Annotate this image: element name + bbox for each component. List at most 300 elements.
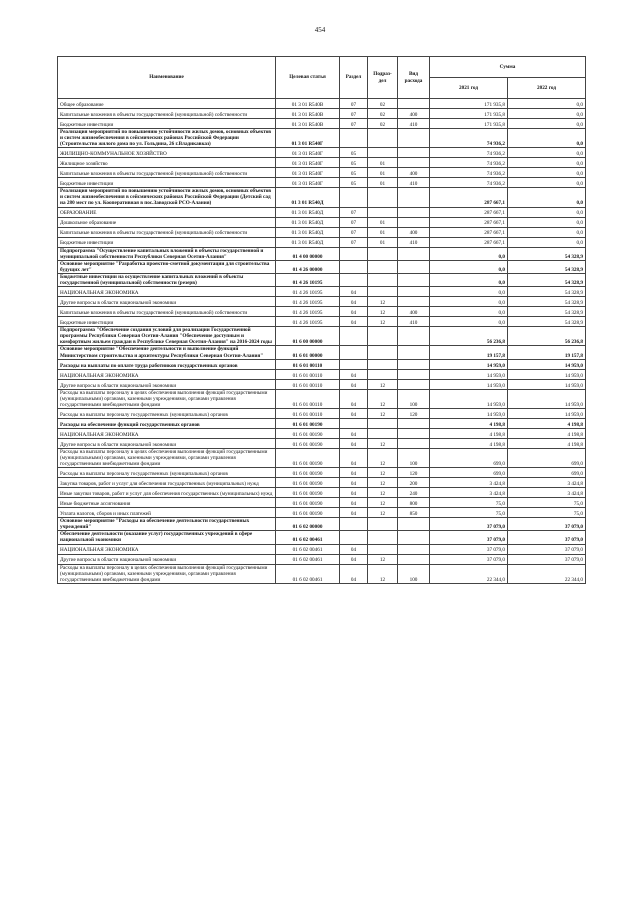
row-name: ОБРАЗОВАНИЕ	[58, 207, 276, 217]
row-sum-2021: 3 424,8	[430, 478, 508, 488]
row-sum-2022: 14 959,0	[508, 359, 586, 369]
row-section	[340, 188, 368, 207]
row-expense-type	[398, 544, 430, 554]
row-sum-2022: 0,0	[508, 99, 586, 109]
row-target-article: 01 3 01 R540Д	[276, 217, 340, 227]
row-sum-2022: 0,0	[508, 158, 586, 168]
row-section: 05	[340, 148, 368, 158]
table-row	[58, 129, 586, 148]
row-name: Подпрограмма "Осуществление капитальных вложений в объекты государственной и муниципальной собственности Республики Северная Осетия-Алания"	[58, 247, 276, 260]
row-sum-2022: 14 959,0	[508, 379, 586, 389]
row-sum-2022: 0,0	[508, 148, 586, 158]
row-expense-type: 410	[398, 119, 430, 129]
row-subsection	[368, 369, 398, 379]
row-subsection	[368, 207, 398, 217]
row-expense-type	[398, 554, 430, 564]
row-sum-2022: 0,0	[508, 129, 586, 148]
row-section: 04	[340, 554, 368, 564]
row-section: 07	[340, 207, 368, 217]
row-name: Капитальные вложения в объекты государственной (муниципальной) собственности	[58, 307, 276, 317]
row-section: 04	[340, 564, 368, 583]
row-name: Реализация мероприятий по повышению устойчивости жилых домов, основных объектов и систем жизнеобеспечения в сейсмических районах Российской Федерации (Строительство жилого дома по ул. Гольдина, 26 г.Владикавказ)	[58, 129, 276, 148]
row-sum-2021: 74 936,2	[430, 168, 508, 178]
row-target-article: 01 4 00 00000	[276, 247, 340, 260]
row-section: 05	[340, 168, 368, 178]
table-header	[58, 57, 586, 99]
table-row	[58, 408, 586, 418]
table-row	[58, 468, 586, 478]
row-sum-2021: 37 079,0	[430, 518, 508, 531]
row-sum-2022: 14 959,0	[508, 369, 586, 379]
row-sum-2021: 3 424,8	[430, 488, 508, 498]
row-target-article: 01 3 01 R540Д	[276, 237, 340, 247]
row-sum-2021: 699,0	[430, 448, 508, 467]
row-target-article: 01 6 01 00190	[276, 448, 340, 467]
row-sum-2021: 171 935,8	[430, 119, 508, 129]
row-section: 04	[340, 307, 368, 317]
row-sum-2021: 171 935,8	[430, 109, 508, 119]
row-subsection: 12	[368, 498, 398, 508]
row-expense-type: 400	[398, 109, 430, 119]
row-sum-2022: 56 236,8	[508, 327, 586, 346]
table-row	[58, 389, 586, 408]
row-name: Реализация мероприятий по повышению устойчивости жилых домов, основных объектов и систем жизнеобеспечения в сейсмических районах Российской Федерации (Детский сад на 280 мест по ул. Кооперативная в пос.Заводской РСО-Алания)	[58, 188, 276, 207]
row-target-article: 01 6 01 00190	[276, 478, 340, 488]
row-expense-type	[398, 247, 430, 260]
row-subsection: 01	[368, 178, 398, 188]
row-section	[340, 247, 368, 260]
row-expense-type: 410	[398, 237, 430, 247]
table-row	[58, 99, 586, 109]
table-row	[58, 554, 586, 564]
row-target-article: 01 4 26 00000	[276, 260, 340, 273]
row-name: Расходы на выплаты персоналу в целях обеспечения выполнения функций государственными (муниципальными) органами, казенными учреждениями, органами управления государственными внебюджетными фондами	[58, 389, 276, 408]
row-subsection: 12	[368, 408, 398, 418]
row-sum-2022: 0,0	[508, 207, 586, 217]
row-sum-2022: 0,0	[508, 168, 586, 178]
row-section: 07	[340, 119, 368, 129]
row-subsection: 12	[368, 468, 398, 478]
row-name: Расходы на обеспечение функций государственных органов	[58, 418, 276, 428]
row-target-article: 01 6 01 00000	[276, 346, 340, 359]
row-target-article: 01 6 01 00190	[276, 488, 340, 498]
row-subsection: 12	[368, 297, 398, 307]
row-target-article: 01 6 01 00190	[276, 418, 340, 428]
row-name: Другие вопросы в области национальной экономики	[58, 379, 276, 389]
row-name: Расходы на выплаты персоналу государственных (муниципальных) органов	[58, 408, 276, 418]
row-name: Бюджетные инвестиции	[58, 237, 276, 247]
row-sum-2021: 699,0	[430, 468, 508, 478]
row-sum-2021: 14 959,0	[430, 408, 508, 418]
row-expense-type	[398, 531, 430, 544]
row-target-article: 01 6 01 00110	[276, 369, 340, 379]
row-section	[340, 273, 368, 286]
row-target-article: 01 3 01 R540В	[276, 119, 340, 129]
table-row	[58, 317, 586, 327]
row-subsection	[368, 148, 398, 158]
row-section: 07	[340, 237, 368, 247]
row-expense-type: 200	[398, 478, 430, 488]
row-subsection: 12	[368, 448, 398, 467]
table-row	[58, 178, 586, 188]
row-sum-2022: 19 157,8	[508, 346, 586, 359]
row-sum-2022: 4 198,8	[508, 418, 586, 428]
row-expense-type: 850	[398, 508, 430, 518]
table-row	[58, 346, 586, 359]
row-sum-2021: 14 959,0	[430, 359, 508, 369]
row-section: 04	[340, 369, 368, 379]
row-sum-2021: 0,0	[430, 247, 508, 260]
row-target-article: 01 4 26 10195	[276, 307, 340, 317]
table-row	[58, 207, 586, 217]
row-section: 04	[340, 468, 368, 478]
row-subsection	[368, 188, 398, 207]
table-row	[58, 544, 586, 554]
row-target-article: 01 3 01 R540Г	[276, 178, 340, 188]
row-subsection	[368, 247, 398, 260]
row-target-article: 01 6 01 00110	[276, 359, 340, 369]
row-subsection	[368, 327, 398, 346]
row-subsection: 01	[368, 227, 398, 237]
row-sum-2022: 14 959,0	[508, 389, 586, 408]
row-name: Расходы на выплаты по оплате труда работников государственных органов	[58, 359, 276, 369]
table-row	[58, 418, 586, 428]
table-body	[58, 99, 586, 584]
row-expense-type	[398, 148, 430, 158]
row-target-article: 01 3 01 R540Д	[276, 227, 340, 237]
row-section: 04	[340, 287, 368, 297]
table-row	[58, 518, 586, 531]
row-sum-2021: 0,0	[430, 307, 508, 317]
row-expense-type	[398, 518, 430, 531]
row-target-article: 01 6 01 00190	[276, 508, 340, 518]
row-section: 05	[340, 178, 368, 188]
row-sum-2022: 699,0	[508, 448, 586, 467]
row-target-article: 01 3 01 R540Д	[276, 188, 340, 207]
row-expense-type	[398, 273, 430, 286]
page-number: 454	[314, 26, 326, 34]
row-sum-2022: 0,0	[508, 109, 586, 119]
row-expense-type	[398, 418, 430, 428]
row-sum-2022: 4 198,8	[508, 428, 586, 438]
row-name: Иные бюджетные ассигнования	[58, 498, 276, 508]
row-sum-2021: 19 157,8	[430, 346, 508, 359]
row-target-article: 01 6 02 00000	[276, 518, 340, 531]
row-sum-2022: 14 959,0	[508, 408, 586, 418]
table-row	[58, 273, 586, 286]
row-subsection: 02	[368, 99, 398, 109]
row-section	[340, 359, 368, 369]
row-target-article: 01 3 01 R540В	[276, 99, 340, 109]
table-row	[58, 379, 586, 389]
row-sum-2022: 75,0	[508, 508, 586, 518]
row-expense-type: 120	[398, 468, 430, 478]
row-expense-type: 400	[398, 307, 430, 317]
row-name: Бюджетные инвестиции	[58, 317, 276, 327]
table-row	[58, 327, 586, 346]
row-sum-2022: 37 079,0	[508, 531, 586, 544]
row-target-article: 01 6 01 00110	[276, 408, 340, 418]
row-sum-2021: 4 198,8	[430, 438, 508, 448]
table-row	[58, 260, 586, 273]
table-row	[58, 498, 586, 508]
row-subsection	[368, 544, 398, 554]
row-target-article: 01 4 26 10195	[276, 287, 340, 297]
row-subsection: 01	[368, 237, 398, 247]
row-name: НАЦИОНАЛЬНАЯ ЭКОНОМИКА	[58, 369, 276, 379]
row-target-article: 01 6 02 00461	[276, 554, 340, 564]
table-row	[58, 158, 586, 168]
row-section: 07	[340, 109, 368, 119]
row-sum-2021: 74 936,2	[430, 129, 508, 148]
row-subsection	[368, 346, 398, 359]
table-row	[58, 531, 586, 544]
row-expense-type	[398, 327, 430, 346]
row-sum-2022: 3 424,8	[508, 488, 586, 498]
table-row	[58, 508, 586, 518]
row-name: Бюджетные инвестиции на осуществление капитальных вложений в объекты государственной (муниципальной) собственности (резерв)	[58, 273, 276, 286]
row-sum-2021: 56 236,8	[430, 327, 508, 346]
row-name: Иные закупки товаров, работ и услуг для обеспечения государственных (муниципальных) нужд	[58, 488, 276, 498]
row-expense-type	[398, 369, 430, 379]
header-year-2021: 2021 год	[430, 78, 508, 99]
row-sum-2022: 37 079,0	[508, 518, 586, 531]
row-section	[340, 418, 368, 428]
row-expense-type: 100	[398, 389, 430, 408]
row-section: 04	[340, 488, 368, 498]
row-expense-type: 120	[398, 408, 430, 418]
row-subsection	[368, 287, 398, 297]
row-section: 04	[340, 448, 368, 467]
row-section	[340, 129, 368, 148]
row-sum-2022: 0,0	[508, 188, 586, 207]
row-subsection: 12	[368, 389, 398, 408]
row-section: 07	[340, 99, 368, 109]
row-name: Расходы на выплаты персоналу в целях обеспечения выполнения функций государственными (муниципальными) органами, казенными учреждениями, органами управления государственными внебюджетными фондами	[58, 564, 276, 583]
row-subsection: 12	[368, 508, 398, 518]
row-sum-2021: 287 667,1	[430, 227, 508, 237]
row-name: Другие вопросы в области национальной экономики	[58, 554, 276, 564]
row-sum-2022: 0,0	[508, 227, 586, 237]
row-target-article: 01 3 01 R540Г	[276, 168, 340, 178]
row-subsection	[368, 418, 398, 428]
row-sum-2021: 37 079,0	[430, 531, 508, 544]
table-row	[58, 359, 586, 369]
row-section: 07	[340, 227, 368, 237]
row-sum-2022: 3 424,8	[508, 478, 586, 488]
row-expense-type	[398, 260, 430, 273]
row-name: Капитальные вложения в объекты государственной (муниципальной) собственности	[58, 227, 276, 237]
budget-table	[57, 56, 586, 584]
row-subsection: 12	[368, 438, 398, 448]
row-name: Основное мероприятие "Разработка проектно-сметной документации для строительства будущих лет"	[58, 260, 276, 273]
row-section: 04	[340, 408, 368, 418]
row-subsection	[368, 518, 398, 531]
header-name: Наименование	[58, 57, 276, 99]
table-row	[58, 297, 586, 307]
row-expense-type	[398, 438, 430, 448]
row-sum-2021: 75,0	[430, 498, 508, 508]
row-subsection	[368, 531, 398, 544]
table-row	[58, 564, 586, 583]
row-sum-2022: 37 079,0	[508, 544, 586, 554]
row-sum-2021: 287 667,1	[430, 237, 508, 247]
row-sum-2021: 0,0	[430, 297, 508, 307]
row-section: 04	[340, 478, 368, 488]
row-name: НАЦИОНАЛЬНАЯ ЭКОНОМИКА	[58, 287, 276, 297]
row-section: 04	[340, 297, 368, 307]
row-expense-type: 400	[398, 168, 430, 178]
row-sum-2021: 0,0	[430, 273, 508, 286]
row-sum-2021: 22 344,0	[430, 564, 508, 583]
row-subsection: 12	[368, 554, 398, 564]
row-name: Бюджетные инвестиции	[58, 178, 276, 188]
row-section: 04	[340, 438, 368, 448]
table-row	[58, 217, 586, 227]
row-name: Дошкольное образование	[58, 217, 276, 227]
table-row	[58, 488, 586, 498]
row-sum-2022: 54 328,9	[508, 247, 586, 260]
row-section	[340, 531, 368, 544]
table-row	[58, 168, 586, 178]
table-row	[58, 307, 586, 317]
row-name: Основное мероприятие "Обеспечение деятельности и выполнение функций Министерством строительства и архитектуры Республики Северная Осетия-Алания"	[58, 346, 276, 359]
row-target-article: 01 3 01 R540Г	[276, 129, 340, 148]
row-sum-2021: 4 198,8	[430, 428, 508, 438]
header-section: Раздел	[340, 57, 368, 99]
row-sum-2021: 287 667,1	[430, 207, 508, 217]
row-name: Обеспечение деятельности (оказание услуг) государственных учреждений в сфере национальной экономики	[58, 531, 276, 544]
row-subsection: 12	[368, 478, 398, 488]
row-sum-2021: 14 959,0	[430, 379, 508, 389]
row-expense-type	[398, 297, 430, 307]
row-target-article: 01 6 02 00461	[276, 544, 340, 554]
row-subsection: 12	[368, 488, 398, 498]
row-sum-2021: 171 935,8	[430, 99, 508, 109]
row-sum-2022: 54 328,9	[508, 317, 586, 327]
row-name: Капитальные вложения в объекты государственной (муниципальной) собственности	[58, 109, 276, 119]
row-sum-2022: 22 344,0	[508, 564, 586, 583]
row-section: 04	[340, 317, 368, 327]
header-target-article: Целевая статья	[276, 57, 340, 99]
row-expense-type	[398, 379, 430, 389]
table-row	[58, 148, 586, 158]
row-expense-type	[398, 207, 430, 217]
row-expense-type	[398, 287, 430, 297]
row-target-article: 01 6 02 00461	[276, 564, 340, 583]
row-name: Закупка товаров, работ и услуг для обеспечения государственных (муниципальных) нужд	[58, 478, 276, 488]
row-sum-2022: 75,0	[508, 498, 586, 508]
row-section: 04	[340, 544, 368, 554]
row-expense-type	[398, 359, 430, 369]
row-sum-2021: 74 936,2	[430, 178, 508, 188]
table-row	[58, 287, 586, 297]
row-target-article: 01 6 01 00190	[276, 438, 340, 448]
row-subsection: 01	[368, 168, 398, 178]
row-name: Капитальные вложения в объекты государственной (муниципальной) собственности	[58, 168, 276, 178]
row-target-article: 01 6 01 00110	[276, 379, 340, 389]
row-target-article: 01 6 02 00461	[276, 531, 340, 544]
row-target-article: 01 6 01 00190	[276, 468, 340, 478]
header-year-2022: 2022 год	[508, 78, 586, 99]
row-name: НАЦИОНАЛЬНАЯ ЭКОНОМИКА	[58, 544, 276, 554]
row-name: Общее образование	[58, 99, 276, 109]
row-target-article: 01 4 26 10195	[276, 273, 340, 286]
row-sum-2022: 4 198,8	[508, 438, 586, 448]
table-row	[58, 369, 586, 379]
row-section: 07	[340, 217, 368, 227]
row-name: НАЦИОНАЛЬНАЯ ЭКОНОМИКА	[58, 428, 276, 438]
header-expense-type: Вид расхода	[398, 57, 430, 99]
row-sum-2021: 287 667,1	[430, 188, 508, 207]
row-sum-2022: 54 328,9	[508, 260, 586, 273]
row-subsection	[368, 260, 398, 273]
row-expense-type	[398, 428, 430, 438]
row-section: 05	[340, 158, 368, 168]
table-row	[58, 478, 586, 488]
row-expense-type: 240	[398, 488, 430, 498]
row-subsection: 01	[368, 158, 398, 168]
row-section	[340, 518, 368, 531]
row-expense-type	[398, 129, 430, 148]
row-name: Расходы на выплаты персоналу в целях обеспечения выполнения функций государственными (муниципальными) органами, казенными учреждениями, органами управления государственными внебюджетными фондами	[58, 448, 276, 467]
row-target-article: 01 4 26 10195	[276, 317, 340, 327]
row-sum-2022: 54 328,9	[508, 307, 586, 317]
table-row	[58, 119, 586, 129]
row-name: Бюджетные инвестиции	[58, 119, 276, 129]
row-name: Подпрограмма "Обеспечение создания условий для реализации Государственной программы Республики Северная Осетия-Алания "Обеспечение доступным и комфортным жильем граждан в Республике Северная Осетия-Алания" на 2016-2024 годы	[58, 327, 276, 346]
row-name: Другие вопросы в области национальной экономики	[58, 438, 276, 448]
row-subsection	[368, 273, 398, 286]
row-subsection: 12	[368, 564, 398, 583]
row-expense-type: 100	[398, 448, 430, 467]
row-sum-2021: 37 079,0	[430, 554, 508, 564]
row-expense-type: 410	[398, 317, 430, 327]
row-sum-2021: 74 936,2	[430, 158, 508, 168]
header-sum: Сумма	[430, 57, 586, 78]
row-name: ЖИЛИЩНО-КОММУНАЛЬНОЕ ХОЗЯЙСТВО	[58, 148, 276, 158]
row-section	[340, 260, 368, 273]
table-row	[58, 237, 586, 247]
row-expense-type	[398, 158, 430, 168]
row-sum-2022: 37 079,0	[508, 554, 586, 564]
row-target-article: 01 3 01 R540Г	[276, 148, 340, 158]
table-row	[58, 438, 586, 448]
table-row	[58, 448, 586, 467]
row-sum-2022: 54 328,9	[508, 297, 586, 307]
row-section	[340, 327, 368, 346]
row-sum-2021: 74 936,2	[430, 148, 508, 158]
row-target-article: 01 3 01 R540Г	[276, 158, 340, 168]
table-row	[58, 188, 586, 207]
row-name: Основное мероприятие "Расходы на обеспечение деятельности государственных учреждений"	[58, 518, 276, 531]
row-sum-2022: 699,0	[508, 468, 586, 478]
row-section: 04	[340, 379, 368, 389]
row-sum-2021: 0,0	[430, 317, 508, 327]
row-target-article: 01 4 26 10195	[276, 297, 340, 307]
table-row	[58, 428, 586, 438]
row-sum-2021: 75,0	[430, 508, 508, 518]
row-sum-2022: 0,0	[508, 119, 586, 129]
row-expense-type	[398, 346, 430, 359]
row-subsection	[368, 428, 398, 438]
row-target-article: 01 6 01 00190	[276, 498, 340, 508]
row-subsection: 12	[368, 379, 398, 389]
row-section: 04	[340, 428, 368, 438]
row-section: 04	[340, 508, 368, 518]
row-target-article: 01 6 01 00110	[276, 389, 340, 408]
row-target-article: 01 6 00 00000	[276, 327, 340, 346]
